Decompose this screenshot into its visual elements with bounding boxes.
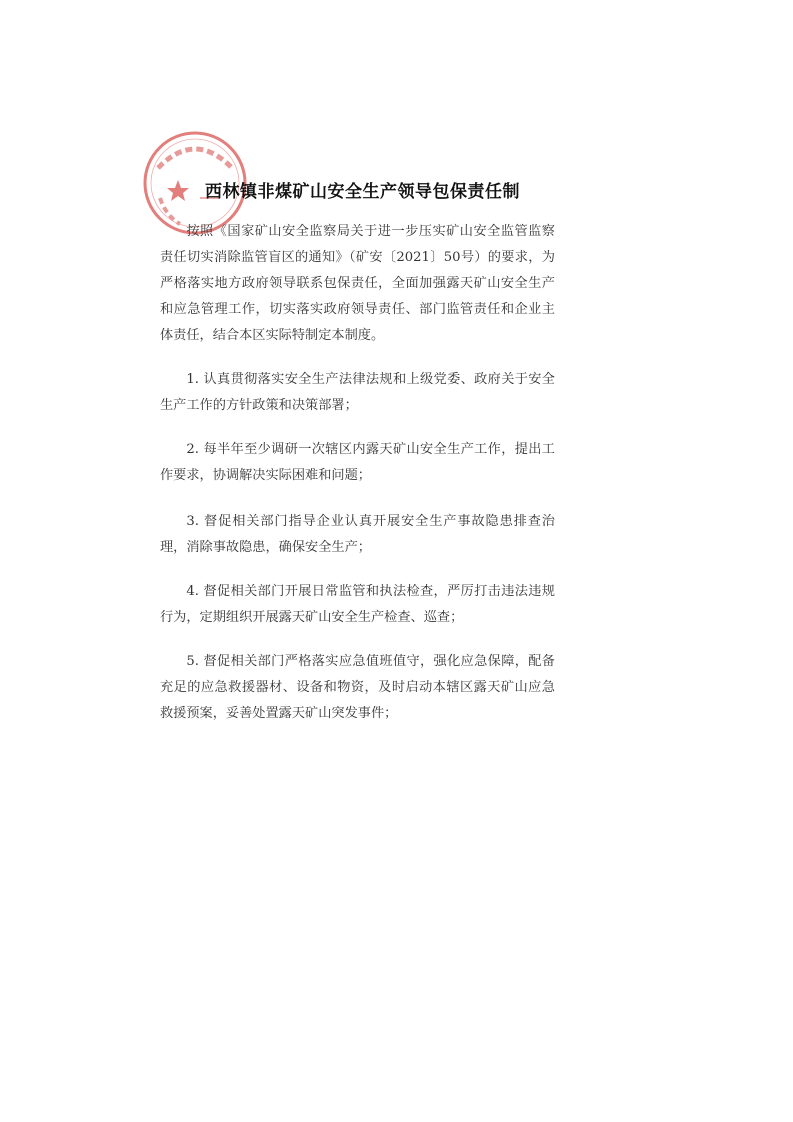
intro-paragraph: 按照《国家矿山安全监察局关于进一步压实矿山安全监管监察责任切实消除监管盲区的通知》（矿安〔2021〕50号）的要求，为严格落实地方政府领导联系包保责任，全面加强露天矿山安全生产和应急管理工作，切实落实政府领导责任、部门监管责任和企业主体责任，结合本区实际特制定本制度。 [160,224,555,343]
list-item-4: 4. 督促相关部门开展日常监管和执法检查，严厉打击违法违规行为，定期组织开展露天矿山安全生产检查、巡查； [160,584,555,625]
list-item-5: 5. 督促相关部门严格落实应急值班值守，强化应急保障，配备充足的应急救援器材、设备和物资，及时启动本辖区露天矿山应急救援预案，妥善处置露天矿山突发事件； [160,654,555,721]
document-title: 西林镇非煤矿山安全生产领导包保责任制 [205,182,520,202]
list-item-3: 3. 督促相关部门指导企业认真开展安全生产事故隐患排查治理，消除事故隐患，确保安全生产； [160,514,555,555]
list-item-1: 1. 认真贯彻落实安全生产法律法规和上级党委、政府关于安全生产工作的方针政策和决策部署； [160,372,555,413]
list-item-2: 2. 每半年至少调研一次辖区内露天矿山安全生产工作，提出工作要求，协调解决实际困难和问题； [160,442,555,483]
